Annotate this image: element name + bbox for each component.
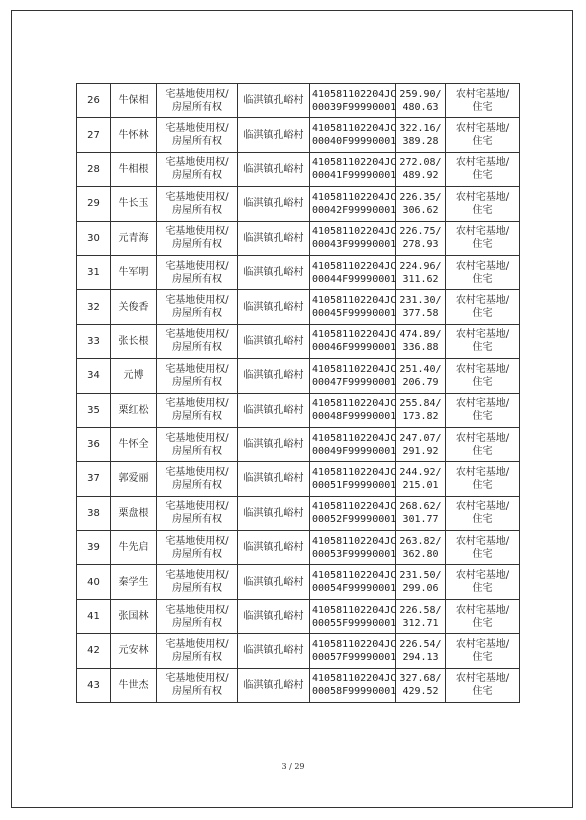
table-row (77, 496, 520, 530)
unit-code-line: 410581102204JC (312, 88, 397, 100)
location-cell: 临淇镇孔峪村 (238, 324, 310, 358)
unit-code-line: 00055F99990001 (312, 617, 397, 629)
land-use-line: 农村宅基地/ (455, 398, 510, 410)
land-use-line: 农村宅基地/ (455, 432, 510, 444)
area-line: 327.68/ (399, 673, 442, 685)
location-cell: 临淇镇孔峪村 (238, 599, 310, 633)
land-use-line: 农村宅基地/ (455, 226, 510, 238)
land-use-cell (446, 187, 520, 221)
right-type-line: 房屋所有权 (172, 273, 222, 285)
area-line: 244.92/ (399, 466, 442, 478)
right-type-line: 房屋所有权 (172, 204, 222, 216)
location-cell: 临淇镇孔峪村 (238, 462, 310, 496)
unit-code-line: 00048F99990001 (312, 411, 397, 423)
land-use-cell (446, 634, 520, 668)
unit-code-line: 00054F99990001 (312, 583, 397, 595)
land-use-line: 住宅 (472, 548, 493, 560)
area-cell (396, 427, 446, 461)
owner-name-cell: 秦学生 (111, 565, 157, 599)
area-line: 255.84/ (399, 398, 442, 410)
unit-code-line: 410581102204JC (312, 466, 397, 478)
area-cell (396, 118, 446, 152)
right-type-line: 房屋所有权 (172, 411, 222, 423)
unit-code-cell (310, 634, 396, 668)
location-cell: 临淇镇孔峪村 (238, 565, 310, 599)
row-number-cell: 27 (77, 118, 111, 152)
right-type-cell (157, 427, 238, 461)
area-cell (396, 290, 446, 324)
unit-code-line: 410581102204JC (312, 638, 397, 650)
records-table (76, 83, 520, 703)
right-type-line: 宅基地使用权/ (165, 466, 229, 478)
row-number-cell: 38 (77, 496, 111, 530)
row-number-cell: 36 (77, 427, 111, 461)
unit-code-line: 00041F99990001 (312, 170, 397, 182)
table-row (77, 290, 520, 324)
land-use-line: 农村宅基地/ (455, 88, 510, 100)
row-number-cell: 31 (77, 255, 111, 289)
land-use-cell (446, 599, 520, 633)
land-use-line: 农村宅基地/ (455, 673, 510, 685)
location-cell: 临淇镇孔峪村 (238, 359, 310, 393)
unit-code-line: 00053F99990001 (312, 548, 397, 560)
area-cell (396, 84, 446, 118)
table-row (77, 221, 520, 255)
row-number-cell: 26 (77, 84, 111, 118)
land-use-cell (446, 221, 520, 255)
right-type-cell (157, 84, 238, 118)
right-type-cell (157, 152, 238, 186)
land-use-line: 住宅 (472, 514, 493, 526)
land-use-cell (446, 324, 520, 358)
unit-code-cell (310, 531, 396, 565)
owner-name-cell: 栗盘根 (111, 496, 157, 530)
area-line: 474.89/ (399, 329, 442, 341)
right-type-line: 宅基地使用权/ (165, 226, 229, 238)
unit-code-cell (310, 668, 396, 702)
land-use-cell (446, 531, 520, 565)
owner-name-cell: 牛怀林 (111, 118, 157, 152)
right-type-line: 房屋所有权 (172, 101, 222, 113)
land-use-cell (446, 359, 520, 393)
right-type-cell (157, 255, 238, 289)
unit-code-cell (310, 84, 396, 118)
location-cell: 临淇镇孔峪村 (238, 634, 310, 668)
location-cell: 临淇镇孔峪村 (238, 84, 310, 118)
unit-code-line: 00045F99990001 (312, 308, 397, 320)
unit-code-cell (310, 118, 396, 152)
row-number-cell: 28 (77, 152, 111, 186)
area-cell (396, 599, 446, 633)
land-use-line: 住宅 (472, 239, 493, 251)
right-type-line: 房屋所有权 (172, 376, 222, 388)
right-type-line: 房屋所有权 (172, 308, 222, 320)
land-use-line: 农村宅基地/ (455, 191, 510, 203)
unit-code-cell (310, 324, 396, 358)
right-type-line: 房屋所有权 (172, 686, 222, 698)
row-number-cell: 40 (77, 565, 111, 599)
area-line: 247.07/ (399, 432, 442, 444)
right-type-line: 宅基地使用权/ (165, 398, 229, 410)
unit-code-cell (310, 187, 396, 221)
owner-name-cell: 元青海 (111, 221, 157, 255)
unit-code-line: 410581102204JC (312, 329, 397, 341)
unit-code-line: 410581102204JC (312, 191, 397, 203)
table-row (77, 565, 520, 599)
area-line: 272.08/ (399, 157, 442, 169)
land-use-line: 住宅 (472, 617, 493, 629)
owner-name-cell: 牛长玉 (111, 187, 157, 221)
owner-name-cell: 牛世杰 (111, 668, 157, 702)
right-type-line: 宅基地使用权/ (165, 432, 229, 444)
right-type-cell (157, 634, 238, 668)
right-type-cell (157, 531, 238, 565)
area-line: 311.62 (402, 273, 439, 285)
right-type-cell (157, 324, 238, 358)
right-type-line: 房屋所有权 (172, 170, 222, 182)
right-type-line: 房屋所有权 (172, 342, 222, 354)
land-use-cell (446, 668, 520, 702)
table-row (77, 118, 520, 152)
location-cell: 临淇镇孔峪村 (238, 221, 310, 255)
owner-name-cell: 张国林 (111, 599, 157, 633)
right-type-line: 宅基地使用权/ (165, 88, 229, 100)
row-number-cell: 32 (77, 290, 111, 324)
row-number-cell: 41 (77, 599, 111, 633)
unit-code-line: 00044F99990001 (312, 273, 397, 285)
right-type-cell (157, 668, 238, 702)
right-type-line: 房屋所有权 (172, 239, 222, 251)
land-use-cell (446, 84, 520, 118)
area-line: 206.79 (402, 376, 439, 388)
area-line: 226.35/ (399, 191, 442, 203)
area-line: 299.06 (402, 583, 439, 595)
land-use-cell (446, 565, 520, 599)
right-type-cell (157, 187, 238, 221)
area-line: 263.82/ (399, 535, 442, 547)
land-use-line: 住宅 (472, 376, 493, 388)
unit-code-cell (310, 221, 396, 255)
area-line: 377.58 (402, 308, 439, 320)
area-line: 336.88 (402, 342, 439, 354)
row-number-cell: 39 (77, 531, 111, 565)
area-cell (396, 187, 446, 221)
unit-code-line: 410581102204JC (312, 673, 397, 685)
land-use-line: 住宅 (472, 686, 493, 698)
land-use-line: 住宅 (472, 411, 493, 423)
land-use-line: 农村宅基地/ (455, 466, 510, 478)
unit-code-cell (310, 152, 396, 186)
area-cell (396, 462, 446, 496)
owner-name-cell: 张长根 (111, 324, 157, 358)
land-use-cell (446, 118, 520, 152)
location-cell: 临淇镇孔峪村 (238, 531, 310, 565)
area-line: 322.16/ (399, 123, 442, 135)
table-row (77, 359, 520, 393)
unit-code-line: 410581102204JC (312, 432, 397, 444)
location-cell: 临淇镇孔峪村 (238, 668, 310, 702)
row-number-cell: 37 (77, 462, 111, 496)
right-type-cell (157, 290, 238, 324)
right-type-cell (157, 118, 238, 152)
table-row (77, 531, 520, 565)
land-use-cell (446, 496, 520, 530)
area-cell (396, 255, 446, 289)
location-cell: 临淇镇孔峪村 (238, 393, 310, 427)
unit-code-cell (310, 359, 396, 393)
area-cell (396, 668, 446, 702)
owner-name-cell: 牛相根 (111, 152, 157, 186)
unit-code-line: 410581102204JC (312, 501, 397, 513)
area-line: 362.80 (402, 548, 439, 560)
unit-code-line: 410581102204JC (312, 398, 397, 410)
unit-code-line: 00046F99990001 (312, 342, 397, 354)
land-use-cell (446, 152, 520, 186)
right-type-line: 房屋所有权 (172, 651, 222, 663)
unit-code-line: 410581102204JC (312, 226, 397, 238)
row-number-cell: 30 (77, 221, 111, 255)
area-cell (396, 496, 446, 530)
unit-code-line: 410581102204JC (312, 123, 397, 135)
right-type-line: 房屋所有权 (172, 445, 222, 457)
row-number-cell: 42 (77, 634, 111, 668)
land-use-line: 农村宅基地/ (455, 329, 510, 341)
land-use-cell (446, 427, 520, 461)
right-type-line: 宅基地使用权/ (165, 535, 229, 547)
unit-code-line: 410581102204JC (312, 604, 397, 616)
right-type-cell (157, 565, 238, 599)
area-line: 231.50/ (399, 570, 442, 582)
area-line: 278.93 (402, 239, 439, 251)
location-cell: 临淇镇孔峪村 (238, 152, 310, 186)
right-type-line: 宅基地使用权/ (165, 570, 229, 582)
table-row (77, 152, 520, 186)
unit-code-line: 410581102204JC (312, 260, 397, 272)
area-line: 306.62 (402, 204, 439, 216)
area-cell (396, 359, 446, 393)
owner-name-cell: 牛怀全 (111, 427, 157, 461)
owner-name-cell: 元博 (111, 359, 157, 393)
unit-code-cell (310, 255, 396, 289)
land-use-line: 住宅 (472, 308, 493, 320)
area-line: 389.28 (402, 136, 439, 148)
area-line: 480.63 (402, 101, 439, 113)
area-line: 291.92 (402, 445, 439, 457)
right-type-line: 宅基地使用权/ (165, 157, 229, 169)
area-cell (396, 221, 446, 255)
land-use-line: 农村宅基地/ (455, 535, 510, 547)
land-use-cell (446, 393, 520, 427)
unit-code-line: 00049F99990001 (312, 445, 397, 457)
area-line: 226.58/ (399, 604, 442, 616)
area-line: 215.01 (402, 479, 439, 491)
area-line: 173.82 (402, 411, 439, 423)
unit-code-cell (310, 565, 396, 599)
table-row (77, 462, 520, 496)
land-use-line: 住宅 (472, 101, 493, 113)
table-row (77, 427, 520, 461)
land-use-line: 农村宅基地/ (455, 157, 510, 169)
owner-name-cell: 牛先启 (111, 531, 157, 565)
land-use-line: 住宅 (472, 583, 493, 595)
area-line: 429.52 (402, 686, 439, 698)
area-cell (396, 393, 446, 427)
land-use-cell (446, 255, 520, 289)
land-use-line: 农村宅基地/ (455, 363, 510, 375)
unit-code-line: 410581102204JC (312, 295, 397, 307)
right-type-cell (157, 599, 238, 633)
table-row (77, 599, 520, 633)
area-line: 294.13 (402, 651, 439, 663)
unit-code-cell (310, 427, 396, 461)
right-type-cell (157, 496, 238, 530)
unit-code-line: 00058F99990001 (312, 686, 397, 698)
table-row (77, 668, 520, 702)
land-use-line: 农村宅基地/ (455, 570, 510, 582)
location-cell: 临淇镇孔峪村 (238, 118, 310, 152)
owner-name-cell: 郭爱丽 (111, 462, 157, 496)
row-number-cell: 29 (77, 187, 111, 221)
area-cell (396, 152, 446, 186)
area-line: 268.62/ (399, 501, 442, 513)
unit-code-line: 00047F99990001 (312, 376, 397, 388)
location-cell: 临淇镇孔峪村 (238, 427, 310, 461)
location-cell: 临淇镇孔峪村 (238, 496, 310, 530)
right-type-line: 宅基地使用权/ (165, 329, 229, 341)
right-type-line: 宅基地使用权/ (165, 501, 229, 513)
table-row (77, 634, 520, 668)
owner-name-cell: 牛军明 (111, 255, 157, 289)
unit-code-cell (310, 599, 396, 633)
right-type-line: 房屋所有权 (172, 583, 222, 595)
area-line: 251.40/ (399, 363, 442, 375)
right-type-line: 房屋所有权 (172, 136, 222, 148)
area-cell (396, 531, 446, 565)
right-type-line: 房屋所有权 (172, 479, 222, 491)
table-row (77, 393, 520, 427)
land-use-line: 住宅 (472, 479, 493, 491)
unit-code-line: 00051F99990001 (312, 479, 397, 491)
unit-code-line: 00057F99990001 (312, 651, 397, 663)
area-cell (396, 324, 446, 358)
right-type-line: 宅基地使用权/ (165, 673, 229, 685)
location-cell: 临淇镇孔峪村 (238, 290, 310, 324)
table-row (77, 324, 520, 358)
area-line: 224.96/ (399, 260, 442, 272)
right-type-line: 宅基地使用权/ (165, 363, 229, 375)
land-use-line: 住宅 (472, 445, 493, 457)
land-use-line: 住宅 (472, 204, 493, 216)
right-type-line: 宅基地使用权/ (165, 123, 229, 135)
area-line: 489.92 (402, 170, 439, 182)
unit-code-line: 410581102204JC (312, 570, 397, 582)
records-table-body (77, 84, 520, 703)
table-row (77, 255, 520, 289)
owner-name-cell: 牛保相 (111, 84, 157, 118)
right-type-line: 宅基地使用权/ (165, 604, 229, 616)
unit-code-line: 00042F99990001 (312, 204, 397, 216)
land-use-line: 住宅 (472, 342, 493, 354)
area-cell (396, 634, 446, 668)
unit-code-cell (310, 462, 396, 496)
land-use-cell (446, 462, 520, 496)
land-use-line: 农村宅基地/ (455, 638, 510, 650)
area-line: 312.71 (402, 617, 439, 629)
right-type-line: 宅基地使用权/ (165, 638, 229, 650)
unit-code-line: 410581102204JC (312, 535, 397, 547)
unit-code-line: 00052F99990001 (312, 514, 397, 526)
location-cell: 临淇镇孔峪村 (238, 255, 310, 289)
land-use-line: 住宅 (472, 136, 493, 148)
land-use-line: 住宅 (472, 273, 493, 285)
row-number-cell: 33 (77, 324, 111, 358)
land-use-line: 住宅 (472, 651, 493, 663)
right-type-line: 房屋所有权 (172, 514, 222, 526)
land-use-line: 住宅 (472, 170, 493, 182)
area-line: 301.77 (402, 514, 439, 526)
table-row (77, 84, 520, 118)
land-use-line: 农村宅基地/ (455, 260, 510, 272)
right-type-line: 宅基地使用权/ (165, 191, 229, 203)
area-line: 259.90/ (399, 88, 442, 100)
table-row (77, 187, 520, 221)
land-use-line: 农村宅基地/ (455, 123, 510, 135)
unit-code-cell (310, 496, 396, 530)
land-use-line: 农村宅基地/ (455, 604, 510, 616)
row-number-cell: 34 (77, 359, 111, 393)
right-type-cell (157, 359, 238, 393)
unit-code-line: 00040F99990001 (312, 136, 397, 148)
unit-code-line: 00039F99990001 (312, 101, 397, 113)
right-type-line: 宅基地使用权/ (165, 260, 229, 272)
unit-code-cell (310, 393, 396, 427)
unit-code-line: 410581102204JC (312, 363, 397, 375)
right-type-cell (157, 393, 238, 427)
row-number-cell: 35 (77, 393, 111, 427)
right-type-line: 房屋所有权 (172, 548, 222, 560)
land-use-cell (446, 290, 520, 324)
right-type-cell (157, 462, 238, 496)
row-number-cell: 43 (77, 668, 111, 702)
location-cell: 临淇镇孔峪村 (238, 187, 310, 221)
owner-name-cell: 关俊香 (111, 290, 157, 324)
area-line: 226.75/ (399, 226, 442, 238)
area-cell (396, 565, 446, 599)
right-type-line: 房屋所有权 (172, 617, 222, 629)
page-number: 3 / 29 (281, 762, 305, 771)
unit-code-line: 00043F99990001 (312, 239, 397, 251)
right-type-line: 宅基地使用权/ (165, 295, 229, 307)
land-use-line: 农村宅基地/ (455, 295, 510, 307)
area-line: 231.30/ (399, 295, 442, 307)
right-type-cell (157, 221, 238, 255)
owner-name-cell: 栗红松 (111, 393, 157, 427)
land-use-line: 农村宅基地/ (455, 501, 510, 513)
unit-code-line: 410581102204JC (312, 157, 397, 169)
unit-code-cell (310, 290, 396, 324)
area-line: 226.54/ (399, 638, 442, 650)
owner-name-cell: 元安林 (111, 634, 157, 668)
